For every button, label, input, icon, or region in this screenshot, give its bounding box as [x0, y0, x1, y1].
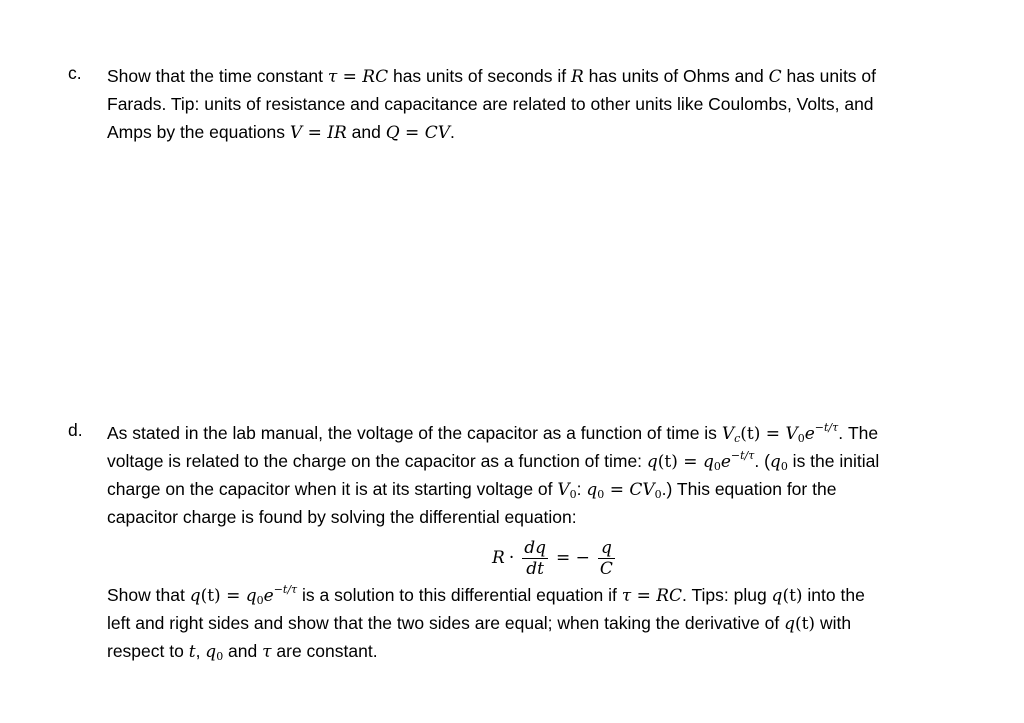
tau-symbol: τ [327, 67, 338, 87]
dq-dt-fraction: $\frac{dq}{dt}$ [524, 537, 546, 579]
item-c-line-3: Amps by the equations V = IR and Q = CV. [107, 122, 455, 143]
q-over-c-fraction: $\frac{q}{C}$ [599, 537, 613, 579]
item-c-line-1: Show that the time constant τ = RC has units of seconds if R has units of Ohms and C has units of [107, 66, 877, 87]
item-d-line-5: Show that $q(t) = q_0e^{-t/\tau}$ is a solution to this differential equation if τ = RC. Tips: plug q(t) into the [107, 583, 865, 607]
item-d-line-3: charge on the capacitor when it is at its starting voltage of $V_0$: $q_0 = CV_0$.) This equation for the [107, 479, 837, 501]
item-d-line-1: As stated in the lab manual, the voltage of the capacitor as a function of time is $V_c(t) = V_0e^{-t/\tau}$. The [107, 421, 879, 445]
item-d-line-4: capacitor charge is found by solving the differential equation: [107, 507, 577, 527]
item-d-line-2: voltage is related to the charge on the capacitor as a function of time: $q(t) = q_0e^{-t/\tau}$. ($q_0$ is the initial [107, 449, 880, 473]
item-d-line-6: left and right sides and show that the two sides are equal; when taking the derivative of q(t) with [107, 613, 852, 634]
item-c-label: c. [68, 63, 82, 83]
differential-equation: R · $\frac{dq}{dt}$ = − $\frac{q}{C}$ [492, 537, 613, 579]
item-c-line-2: Farads. Tip: units of resistance and capacitance are related to other units like Coulombs, Volts, and [107, 94, 874, 114]
item-d-line-7: respect to t, $q_0$ and τ are constant. [107, 641, 378, 663]
item-d-label: d. [68, 420, 83, 440]
